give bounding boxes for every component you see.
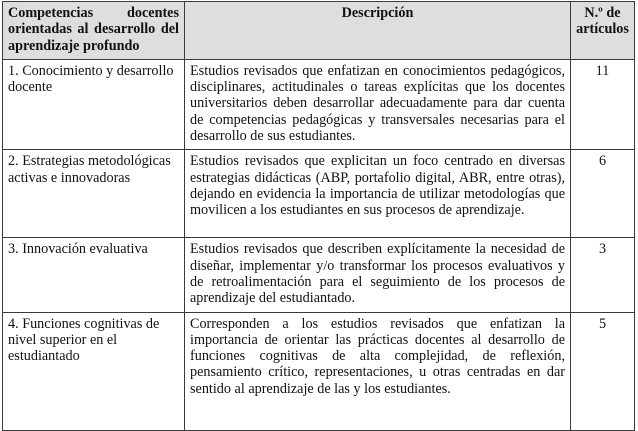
competencia-cell: 1. Conocimiento y desarrollo docente: [3, 59, 185, 149]
header-articulos: N.º de artículos: [571, 2, 635, 60]
table-row: [3, 59, 635, 149]
competencia-cell: 2. Estrategias metodológicas activas e innovadoras: [3, 150, 185, 238]
header-competencias: Competencias docentes orientadas al desarrollo del aprendizaje profundo: [3, 2, 185, 60]
table-header-row: [3, 2, 635, 60]
articulos-cell: 11: [571, 59, 635, 149]
table-row: [3, 312, 635, 430]
competencia-cell: 3. Innovación evaluativa: [3, 238, 185, 312]
articulos-cell: 3: [571, 238, 635, 312]
descripcion-cell: Estudios revisados que enfatizan en conocimientos pedagógicos, disciplinares, actitudinales o tareas explícitas que los docentes universitarios deben desarrollar adecuadamente para dar cuenta de competencias pedagógicas y transversales necesarias para el desarrollo de sus estudiantes.: [185, 59, 571, 149]
articulos-cell: 6: [571, 150, 635, 238]
descripcion-cell: Corresponden a los estudios revisados que enfatizan la importancia de orientar las prácticas docentes al desarrollo de funciones cognitivas de alta complejidad, de reflexión, pensamiento crítico, representaciones, u otras centradas en dar sentido al aprendizaje de las y los estudiantes.: [185, 312, 571, 430]
competencias-table: [2, 1, 635, 431]
table-row: [3, 150, 635, 238]
competencia-cell: 4. Funciones cognitivas de nivel superior en el estudiantado: [3, 312, 185, 430]
descripcion-cell: Estudios revisados que explicitan un foco centrado en diversas estrategias didácticas (ABP, portafolio digital, ABR, entre otras), dejando en evidencia la importancia de utilizar metodologías que movilicen a los estudiantes en sus procesos de aprendizaje.: [185, 150, 571, 238]
articulos-cell: 5: [571, 312, 635, 430]
descripcion-cell: Estudios revisados que describen explícitamente la necesidad de diseñar, implementar y/o transformar los procesos evaluativos y de retroalimentación para el seguimiento de los procesos de aprendizaje del estudiantado.: [185, 238, 571, 312]
table-row: [3, 238, 635, 312]
header-descripcion: Descripción: [185, 2, 571, 60]
